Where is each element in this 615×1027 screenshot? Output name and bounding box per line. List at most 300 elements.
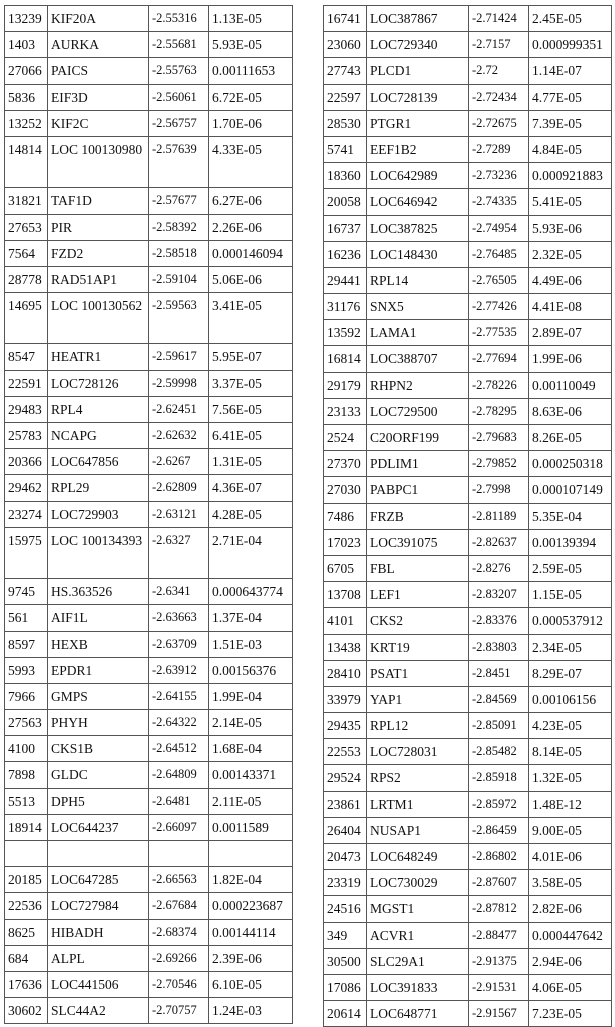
gene-id-cell: 33979 bbox=[324, 686, 367, 712]
table-row bbox=[324, 503, 612, 529]
p-value-cell: 0.00106156 bbox=[529, 686, 612, 712]
table-row bbox=[5, 344, 293, 370]
gene-id-cell: 7486 bbox=[324, 503, 367, 529]
p-value-cell: 2.26E-06 bbox=[209, 214, 293, 240]
table-row bbox=[324, 320, 612, 346]
gene-id-cell: 18914 bbox=[5, 814, 48, 840]
p-value-cell: 2.11E-05 bbox=[209, 788, 293, 814]
gene-table-right bbox=[323, 5, 612, 1027]
p-value-cell: 8.26E-05 bbox=[529, 425, 612, 451]
p-value-cell: 0.000643774 bbox=[209, 579, 293, 605]
gene-id-cell: 13592 bbox=[324, 320, 367, 346]
fold-change-cell: -2.58518 bbox=[149, 240, 209, 266]
table-row bbox=[5, 919, 293, 945]
fold-change-cell: -2.74954 bbox=[469, 215, 529, 241]
fold-change-cell: -2.62632 bbox=[149, 423, 209, 449]
fold-change-cell: -2.64155 bbox=[149, 683, 209, 709]
fold-change-cell: -2.64809 bbox=[149, 762, 209, 788]
p-value-cell: 4.01E-06 bbox=[529, 844, 612, 870]
gene-id-cell: 27743 bbox=[324, 58, 367, 84]
gene-symbol-cell: GMPS bbox=[48, 683, 149, 709]
gene-symbol-cell: LOC646942 bbox=[367, 189, 469, 215]
fold-change-cell: -2.63709 bbox=[149, 631, 209, 657]
table-row bbox=[324, 1001, 612, 1027]
fold-change-cell: -2.85091 bbox=[469, 713, 529, 739]
p-value-cell: 0.000250318 bbox=[529, 451, 612, 477]
table-row bbox=[324, 215, 612, 241]
gene-id-cell: 29441 bbox=[324, 267, 367, 293]
fold-change-cell: -2.87607 bbox=[469, 870, 529, 896]
gene-id-cell: 13438 bbox=[324, 634, 367, 660]
gene-id-cell: 26404 bbox=[324, 817, 367, 843]
gene-id-cell: 15975 bbox=[5, 527, 48, 578]
table-row bbox=[5, 971, 293, 997]
gene-id-cell: 27563 bbox=[5, 710, 48, 736]
p-value-cell: 1.99E-06 bbox=[529, 346, 612, 372]
table-row bbox=[324, 555, 612, 581]
table-row bbox=[5, 240, 293, 266]
fold-change-cell: -2.59998 bbox=[149, 370, 209, 396]
fold-change-cell: -2.58392 bbox=[149, 214, 209, 240]
fold-change-cell: -2.7157 bbox=[469, 32, 529, 58]
table-row bbox=[5, 710, 293, 736]
gene-symbol-cell: RPL14 bbox=[367, 267, 469, 293]
fold-change-cell: -2.56061 bbox=[149, 84, 209, 110]
gene-symbol-cell: RPL29 bbox=[48, 475, 149, 501]
table-row bbox=[5, 657, 293, 683]
fold-change-cell: -2.81189 bbox=[469, 503, 529, 529]
gene-id-cell: 5836 bbox=[5, 84, 48, 110]
table-row bbox=[5, 605, 293, 631]
fold-change-cell: -2.74335 bbox=[469, 189, 529, 215]
table-row bbox=[5, 423, 293, 449]
fold-change-cell: -2.55681 bbox=[149, 32, 209, 58]
p-value-cell: 6.27E-06 bbox=[209, 188, 293, 214]
table-row bbox=[324, 582, 612, 608]
p-value-cell: 1.48E-12 bbox=[529, 791, 612, 817]
gene-symbol-cell: KIF20A bbox=[48, 6, 149, 32]
p-value-cell: 4.36E-07 bbox=[209, 475, 293, 501]
fold-change-cell: -2.91567 bbox=[469, 1001, 529, 1027]
fold-change-cell: -2.59563 bbox=[149, 293, 209, 344]
table-row bbox=[5, 501, 293, 527]
fold-change-cell: -2.91375 bbox=[469, 948, 529, 974]
table-row bbox=[5, 841, 293, 867]
p-value-cell: 4.23E-05 bbox=[529, 713, 612, 739]
p-value-cell: 8.29E-07 bbox=[529, 660, 612, 686]
gene-id-cell: 27653 bbox=[5, 214, 48, 240]
p-value-cell: 2.39E-06 bbox=[209, 945, 293, 971]
table-row bbox=[324, 791, 612, 817]
p-value-cell: 1.15E-05 bbox=[529, 582, 612, 608]
gene-id-cell: 28778 bbox=[5, 266, 48, 292]
gene-symbol-cell: PAICS bbox=[48, 58, 149, 84]
gene-id-cell: 14695 bbox=[5, 293, 48, 344]
gene-symbol-cell bbox=[48, 841, 149, 867]
table-row bbox=[324, 372, 612, 398]
table-row bbox=[324, 765, 612, 791]
p-value-cell: 1.70E-06 bbox=[209, 110, 293, 136]
p-value-cell: 0.000223687 bbox=[209, 893, 293, 919]
gene-symbol-cell: YAP1 bbox=[367, 686, 469, 712]
fold-change-cell: -2.59617 bbox=[149, 344, 209, 370]
table-row bbox=[5, 867, 293, 893]
table-row bbox=[5, 110, 293, 136]
p-value-cell: 1.14E-07 bbox=[529, 58, 612, 84]
table-row bbox=[5, 527, 293, 578]
gene-symbol-cell: RPL4 bbox=[48, 396, 149, 422]
gene-symbol-cell: SNX5 bbox=[367, 294, 469, 320]
table-row bbox=[5, 58, 293, 84]
table-row bbox=[324, 136, 612, 162]
p-value-cell: 8.63E-06 bbox=[529, 398, 612, 424]
gene-id-cell: 4101 bbox=[324, 608, 367, 634]
p-value-cell: 1.68E-04 bbox=[209, 736, 293, 762]
gene-symbol-cell: LOC 100134393 bbox=[48, 527, 149, 578]
p-value-cell: 4.84E-05 bbox=[529, 136, 612, 162]
p-value-cell: 1.51E-03 bbox=[209, 631, 293, 657]
gene-symbol-cell: PLCD1 bbox=[367, 58, 469, 84]
table-row bbox=[324, 529, 612, 555]
gene-symbol-cell: LOC388707 bbox=[367, 346, 469, 372]
gene-symbol-cell: PHYH bbox=[48, 710, 149, 736]
gene-symbol-cell: LOC644237 bbox=[48, 814, 149, 840]
fold-change-cell: -2.88477 bbox=[469, 922, 529, 948]
gene-symbol-cell: LRTM1 bbox=[367, 791, 469, 817]
gene-id-cell: 2524 bbox=[324, 425, 367, 451]
gene-id-cell: 5513 bbox=[5, 788, 48, 814]
p-value-cell: 0.000447642 bbox=[529, 922, 612, 948]
table-row bbox=[324, 267, 612, 293]
fold-change-cell: -2.84569 bbox=[469, 686, 529, 712]
table-row bbox=[324, 817, 612, 843]
fold-change-cell: -2.87812 bbox=[469, 896, 529, 922]
gene-id-cell: 25783 bbox=[5, 423, 48, 449]
p-value-cell: 7.56E-05 bbox=[209, 396, 293, 422]
table-row bbox=[5, 683, 293, 709]
fold-change-cell: -2.6327 bbox=[149, 527, 209, 578]
fold-change-cell: -2.82637 bbox=[469, 529, 529, 555]
gene-id-cell: 7564 bbox=[5, 240, 48, 266]
table-row bbox=[324, 398, 612, 424]
gene-symbol-cell: HEATR1 bbox=[48, 344, 149, 370]
gene-id-cell: 29179 bbox=[324, 372, 367, 398]
gene-id-cell: 14814 bbox=[5, 136, 48, 187]
p-value-cell: 5.93E-05 bbox=[209, 32, 293, 58]
table-row bbox=[324, 241, 612, 267]
table-row bbox=[324, 608, 612, 634]
fold-change-cell: -2.79683 bbox=[469, 425, 529, 451]
gene-symbol-cell: LOC729500 bbox=[367, 398, 469, 424]
gene-id-cell: 16814 bbox=[324, 346, 367, 372]
p-value-cell: 5.06E-06 bbox=[209, 266, 293, 292]
fold-change-cell: -2.86802 bbox=[469, 844, 529, 870]
fold-change-cell: -2.62451 bbox=[149, 396, 209, 422]
p-value-cell: 1.31E-05 bbox=[209, 449, 293, 475]
table-row bbox=[324, 660, 612, 686]
p-value-cell: 1.24E-03 bbox=[209, 998, 293, 1024]
fold-change-cell: -2.66097 bbox=[149, 814, 209, 840]
table-row bbox=[324, 58, 612, 84]
gene-id-cell: 29483 bbox=[5, 396, 48, 422]
gene-symbol-cell: LEF1 bbox=[367, 582, 469, 608]
fold-change-cell: -2.63912 bbox=[149, 657, 209, 683]
gene-id-cell: 23861 bbox=[324, 791, 367, 817]
gene-id-cell: 13239 bbox=[5, 6, 48, 32]
left-table-body bbox=[5, 6, 293, 1024]
gene-id-cell: 684 bbox=[5, 945, 48, 971]
fold-change-cell: -2.57639 bbox=[149, 136, 209, 187]
gene-id-cell: 13708 bbox=[324, 582, 367, 608]
gene-id-cell: 1403 bbox=[5, 32, 48, 58]
fold-change-cell: -2.70757 bbox=[149, 998, 209, 1024]
fold-change-cell: -2.72675 bbox=[469, 110, 529, 136]
table-row bbox=[324, 110, 612, 136]
table-row bbox=[324, 844, 612, 870]
gene-id-cell: 30602 bbox=[5, 998, 48, 1024]
table-row bbox=[5, 188, 293, 214]
p-value-cell: 0.000537912 bbox=[529, 608, 612, 634]
fold-change-cell bbox=[149, 841, 209, 867]
table-row bbox=[5, 6, 293, 32]
p-value-cell: 2.59E-05 bbox=[529, 555, 612, 581]
gene-symbol-cell: PDLIM1 bbox=[367, 451, 469, 477]
fold-change-cell: -2.64322 bbox=[149, 710, 209, 736]
gene-symbol-cell: LAMA1 bbox=[367, 320, 469, 346]
p-value-cell: 4.33E-05 bbox=[209, 136, 293, 187]
p-value-cell bbox=[209, 841, 293, 867]
fold-change-cell: -2.77426 bbox=[469, 294, 529, 320]
table-row bbox=[324, 6, 612, 32]
gene-symbol-cell: LOC387825 bbox=[367, 215, 469, 241]
table-row bbox=[324, 84, 612, 110]
table-row bbox=[5, 214, 293, 240]
gene-symbol-cell: HEXB bbox=[48, 631, 149, 657]
fold-change-cell: -2.68374 bbox=[149, 919, 209, 945]
p-value-cell: 5.35E-04 bbox=[529, 503, 612, 529]
fold-change-cell: -2.63121 bbox=[149, 501, 209, 527]
p-value-cell: 2.45E-05 bbox=[529, 6, 612, 32]
fold-change-cell: -2.8276 bbox=[469, 555, 529, 581]
table-row bbox=[324, 189, 612, 215]
gene-symbol-cell: KIF2C bbox=[48, 110, 149, 136]
gene-symbol-cell: RAD51AP1 bbox=[48, 266, 149, 292]
gene-symbol-cell: LOC391833 bbox=[367, 974, 469, 1000]
p-value-cell: 3.58E-05 bbox=[529, 870, 612, 896]
table-row bbox=[5, 998, 293, 1024]
table-row bbox=[324, 922, 612, 948]
gene-id-cell: 23060 bbox=[324, 32, 367, 58]
p-value-cell: 4.41E-08 bbox=[529, 294, 612, 320]
p-value-cell: 2.71E-04 bbox=[209, 527, 293, 578]
fold-change-cell: -2.78295 bbox=[469, 398, 529, 424]
gene-table-left bbox=[4, 5, 293, 1024]
table-row bbox=[324, 974, 612, 1000]
fold-change-cell: -2.62809 bbox=[149, 475, 209, 501]
p-value-cell: 2.94E-06 bbox=[529, 948, 612, 974]
table-row bbox=[324, 477, 612, 503]
gene-id-cell: 16236 bbox=[324, 241, 367, 267]
p-value-cell: 1.13E-05 bbox=[209, 6, 293, 32]
gene-id-cell: 22597 bbox=[324, 84, 367, 110]
table-row bbox=[5, 84, 293, 110]
table-row bbox=[324, 948, 612, 974]
gene-symbol-cell: RPS2 bbox=[367, 765, 469, 791]
gene-symbol-cell: C20ORF199 bbox=[367, 425, 469, 451]
gene-id-cell: 29435 bbox=[324, 713, 367, 739]
table-row bbox=[324, 713, 612, 739]
gene-symbol-cell: LOC647285 bbox=[48, 867, 149, 893]
table-row bbox=[324, 634, 612, 660]
gene-symbol-cell: FRZB bbox=[367, 503, 469, 529]
fold-change-cell: -2.71424 bbox=[469, 6, 529, 32]
gene-symbol-cell: RPL12 bbox=[367, 713, 469, 739]
gene-id-cell: 7966 bbox=[5, 683, 48, 709]
gene-symbol-cell: LOC730029 bbox=[367, 870, 469, 896]
gene-symbol-cell: TAF1D bbox=[48, 188, 149, 214]
gene-symbol-cell: RHPN2 bbox=[367, 372, 469, 398]
fold-change-cell: -2.70546 bbox=[149, 971, 209, 997]
gene-id-cell: 20058 bbox=[324, 189, 367, 215]
gene-symbol-cell: GLDC bbox=[48, 762, 149, 788]
fold-change-cell: -2.67684 bbox=[149, 893, 209, 919]
gene-symbol-cell: ALPL bbox=[48, 945, 149, 971]
table-row bbox=[324, 425, 612, 451]
gene-symbol-cell: PSAT1 bbox=[367, 660, 469, 686]
fold-change-cell: -2.56757 bbox=[149, 110, 209, 136]
gene-symbol-cell: PABPC1 bbox=[367, 477, 469, 503]
fold-change-cell: -2.77694 bbox=[469, 346, 529, 372]
gene-id-cell bbox=[5, 841, 48, 867]
gene-symbol-cell: CKS2 bbox=[367, 608, 469, 634]
p-value-cell: 6.41E-05 bbox=[209, 423, 293, 449]
right-table-body bbox=[324, 6, 612, 1027]
gene-id-cell: 23274 bbox=[5, 501, 48, 527]
fold-change-cell: -2.6267 bbox=[149, 449, 209, 475]
p-value-cell: 7.39E-05 bbox=[529, 110, 612, 136]
gene-symbol-cell: LOC441506 bbox=[48, 971, 149, 997]
table-row bbox=[5, 475, 293, 501]
gene-id-cell: 17086 bbox=[324, 974, 367, 1000]
p-value-cell: 4.28E-05 bbox=[209, 501, 293, 527]
gene-id-cell: 7898 bbox=[5, 762, 48, 788]
gene-symbol-cell: PIR bbox=[48, 214, 149, 240]
table-row bbox=[324, 870, 612, 896]
p-value-cell: 5.41E-05 bbox=[529, 189, 612, 215]
gene-id-cell: 28410 bbox=[324, 660, 367, 686]
p-value-cell: 0.00110049 bbox=[529, 372, 612, 398]
table-row bbox=[324, 294, 612, 320]
gene-symbol-cell: FBL bbox=[367, 555, 469, 581]
table-row bbox=[324, 739, 612, 765]
gene-id-cell: 20185 bbox=[5, 867, 48, 893]
p-value-cell: 0.00156376 bbox=[209, 657, 293, 683]
gene-id-cell: 29524 bbox=[324, 765, 367, 791]
fold-change-cell: -2.83803 bbox=[469, 634, 529, 660]
gene-symbol-cell: FZD2 bbox=[48, 240, 149, 266]
p-value-cell: 5.93E-06 bbox=[529, 215, 612, 241]
table-row bbox=[324, 896, 612, 922]
p-value-cell: 1.32E-05 bbox=[529, 765, 612, 791]
p-value-cell: 0.00143371 bbox=[209, 762, 293, 788]
table-row bbox=[5, 945, 293, 971]
fold-change-cell: -2.66563 bbox=[149, 867, 209, 893]
table-row bbox=[5, 788, 293, 814]
gene-symbol-cell: LOC648249 bbox=[367, 844, 469, 870]
p-value-cell: 4.06E-05 bbox=[529, 974, 612, 1000]
p-value-cell: 2.82E-06 bbox=[529, 896, 612, 922]
gene-id-cell: 27370 bbox=[324, 451, 367, 477]
p-value-cell: 3.37E-05 bbox=[209, 370, 293, 396]
gene-id-cell: 27066 bbox=[5, 58, 48, 84]
p-value-cell: 0.000107149 bbox=[529, 477, 612, 503]
fold-change-cell: -2.91531 bbox=[469, 974, 529, 1000]
gene-symbol-cell: LOC648771 bbox=[367, 1001, 469, 1027]
table-row bbox=[324, 451, 612, 477]
p-value-cell: 9.00E-05 bbox=[529, 817, 612, 843]
gene-id-cell: 20366 bbox=[5, 449, 48, 475]
gene-symbol-cell: NCAPG bbox=[48, 423, 149, 449]
gene-id-cell: 24516 bbox=[324, 896, 367, 922]
fold-change-cell: -2.72434 bbox=[469, 84, 529, 110]
gene-symbol-cell: SLC29A1 bbox=[367, 948, 469, 974]
fold-change-cell: -2.85972 bbox=[469, 791, 529, 817]
fold-change-cell: -2.55316 bbox=[149, 6, 209, 32]
p-value-cell: 4.77E-05 bbox=[529, 84, 612, 110]
gene-symbol-cell: EPDR1 bbox=[48, 657, 149, 683]
fold-change-cell: -2.55763 bbox=[149, 58, 209, 84]
p-value-cell: 0.00144114 bbox=[209, 919, 293, 945]
gene-id-cell: 8547 bbox=[5, 344, 48, 370]
gene-id-cell: 5741 bbox=[324, 136, 367, 162]
gene-symbol-cell: DPH5 bbox=[48, 788, 149, 814]
table-row bbox=[5, 396, 293, 422]
table-row bbox=[5, 893, 293, 919]
fold-change-cell: -2.73236 bbox=[469, 163, 529, 189]
table-row bbox=[324, 163, 612, 189]
table-row bbox=[5, 293, 293, 344]
fold-change-cell: -2.78226 bbox=[469, 372, 529, 398]
gene-symbol-cell: LOC387867 bbox=[367, 6, 469, 32]
gene-symbol-cell: HS.363526 bbox=[48, 579, 149, 605]
fold-change-cell: -2.59104 bbox=[149, 266, 209, 292]
gene-id-cell: 18360 bbox=[324, 163, 367, 189]
gene-id-cell: 22591 bbox=[5, 370, 48, 396]
gene-symbol-cell: LOC391075 bbox=[367, 529, 469, 555]
table-row bbox=[5, 32, 293, 58]
gene-symbol-cell: HIBADH bbox=[48, 919, 149, 945]
gene-id-cell: 31176 bbox=[324, 294, 367, 320]
p-value-cell: 2.34E-05 bbox=[529, 634, 612, 660]
gene-id-cell: 4100 bbox=[5, 736, 48, 762]
p-value-cell: 6.72E-05 bbox=[209, 84, 293, 110]
gene-id-cell: 6705 bbox=[324, 555, 367, 581]
gene-symbol-cell: LOC728031 bbox=[367, 739, 469, 765]
gene-symbol-cell: AURKA bbox=[48, 32, 149, 58]
gene-symbol-cell: MGST1 bbox=[367, 896, 469, 922]
table-row bbox=[5, 136, 293, 187]
gene-symbol-cell: EIF3D bbox=[48, 84, 149, 110]
gene-id-cell: 22536 bbox=[5, 893, 48, 919]
table-row bbox=[324, 686, 612, 712]
fold-change-cell: -2.69266 bbox=[149, 945, 209, 971]
gene-symbol-cell: LOC729903 bbox=[48, 501, 149, 527]
fold-change-cell: -2.7289 bbox=[469, 136, 529, 162]
fold-change-cell: -2.86459 bbox=[469, 817, 529, 843]
p-value-cell: 1.82E-04 bbox=[209, 867, 293, 893]
gene-symbol-cell: ACVR1 bbox=[367, 922, 469, 948]
table-row bbox=[5, 449, 293, 475]
